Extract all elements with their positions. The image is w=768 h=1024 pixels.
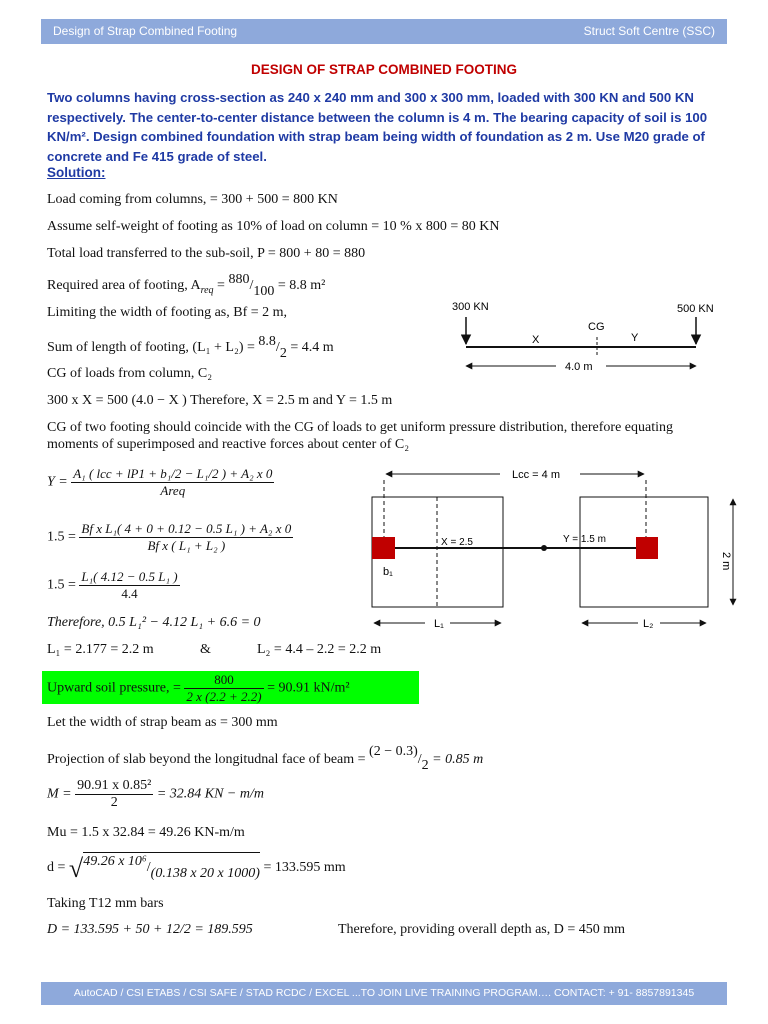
strap-line: Let the width of strap beam as = 300 mm: [47, 715, 278, 730]
upward-text: Upward soil pressure, =: [47, 680, 181, 696]
d-result: = 133.595 mm: [263, 860, 346, 875]
eq-15b-numerator: L₁( 4.12 − 0.5 L₁ ): [81, 569, 178, 584]
load-cg-point: [541, 545, 547, 551]
m-result: = 32.84 KN − m/m: [156, 786, 264, 802]
moment-equation: 300 x X = 500 (4.0 − X ) Therefore, X = 2.5 m and Y = 1.5 m: [47, 393, 393, 408]
area-line: Required area of footing, $A_{req} = 880/100 = 8.8$ m²: [47, 272, 326, 299]
d-lhs: d =: [47, 860, 66, 875]
l2-label: L₂: [643, 618, 654, 630]
m-lhs: M =: [47, 786, 72, 802]
load-line: Load coming from columns, = 300 + 500 = 800 KN: [47, 192, 338, 207]
y-denominator: Areq: [160, 483, 186, 498]
y-label: Y: [631, 332, 639, 344]
taking-bars-line: Taking T12 mm bars: [47, 896, 164, 911]
eq-15a-denominator: Bf x ( L₁ + L₂ ): [147, 538, 226, 553]
area-text: Required area of footing, A: [47, 278, 201, 293]
projection-denominator: 2: [421, 758, 429, 773]
upward-denominator: 2 x (2.2 + 2.2): [186, 689, 262, 704]
x-dist-label: X = 2.5: [441, 537, 473, 548]
width-label: 2 m: [720, 552, 732, 571]
solution-label: Solution:: [47, 165, 106, 180]
eq-15a-lhs: 1.5 =: [47, 529, 76, 545]
provide-depth-line: Therefore, providing overall depth as, D = 450 mm: [338, 922, 626, 937]
upward-numerator: 800: [184, 672, 263, 689]
page-title: DESIGN OF STRAP COMBINED FOOTING: [250, 62, 517, 77]
projection-line: Projection of slab beyond the longitudnal face of beam = (2 − 0.3)/2 = 0.85 m: [47, 744, 484, 773]
area-result: = 8.8 m²: [277, 278, 326, 293]
area-numerator: 880: [228, 272, 250, 287]
b1-label: b₁: [383, 566, 393, 578]
problem-statement: Two columns having cross-section as 240 x 240 mm and 300 x 300 mm, loaded with 300 KN and 500 KN respectively. The center-to-center distance between the column is 4 m. The bearing capacity of soil is 100 KN/m². Design combined foundation with strap beam being width of foundation as 2 m. Use M20 grade of concrete and Fe 415 grade of steel.: [47, 90, 708, 164]
sum-length-line: Sum of length of footing, (L₁ + L₂) = 8.8/2 = 4.4 m: [47, 334, 334, 361]
sum-numerator: 8.8: [258, 334, 276, 349]
y-lhs: Y =: [47, 474, 68, 490]
header-left-text: Design of Strap Combined Footing: [53, 24, 238, 38]
area-subscript: req: [200, 284, 214, 296]
d-numerator: 49.26 x 10⁶: [83, 854, 147, 869]
cg-label: CG: [588, 321, 605, 333]
coincide-text: CG of two footing should coincide with the CG of loads to get uniform pressure distribution, therefore equating moments of superimposed and reactive forces about center of C₂: [47, 420, 673, 452]
mu-line: Mu = 1.5 x 32.84 = 49.26 KN-m/m: [47, 825, 245, 840]
eq-15b-lhs: 1.5 =: [47, 577, 76, 593]
column-1: [372, 537, 395, 559]
m-numerator: 90.91 x 0.85²: [77, 778, 152, 793]
overall-depth-line: D = 133.595 + 50 + 12/2 = 189.595: [47, 922, 253, 937]
x-label: X: [532, 334, 540, 346]
eq-15a-numerator: Bf x L₁( 4 + 0 + 0.12 − 0.5 L₁ ) + A₂ x 0: [81, 521, 292, 536]
sqrt-icon: √: [68, 854, 84, 883]
l1-label: L₁: [434, 618, 444, 630]
column-2: [636, 537, 658, 559]
ampersand: &: [200, 642, 211, 657]
cg-line: CG of loads from column, C₂: [47, 366, 213, 381]
sum-result: = 4.4 m: [290, 340, 334, 355]
l1-result: L₁ = 2.177 = 2.2 m: [47, 642, 154, 657]
projection-numerator: (2 − 0.3): [369, 744, 418, 759]
page-footer: AutoCAD / CSI ETABS / CSI SAFE / STAD RCDC / EXCEL ...TO JOIN LIVE TRAINING PROGRAM…. CONTACT: + 91- 8857891345: [41, 982, 727, 1005]
d-denominator: (0.138 x 20 x 1000): [150, 866, 260, 881]
area-denominator: 100: [253, 284, 275, 299]
depth-d-line: d = √49.26 x 10⁶/(0.138 x 20 x 1000) = 133.595 mm: [47, 854, 346, 883]
eq-15b-denominator: 4.4: [121, 586, 138, 601]
lcc-label: Lcc = 4 m: [512, 469, 560, 481]
selfweight-line: Assume self-weight of footing as 10% of load on column = 10 % x 800 = 80 KN: [47, 219, 500, 234]
sum-denominator: 2: [279, 346, 287, 361]
footing-plan-diagram: [372, 469, 733, 630]
m-denominator: 2: [110, 795, 118, 810]
load1-label: 300 KN: [452, 301, 489, 313]
y-numerator: A₁ ( lcc + lP1 + b₁/2 − L₁/2 ) + A₂ x 0: [73, 466, 273, 481]
sum-text: Sum of length of footing, (L₁ + L₂) =: [47, 340, 255, 355]
load2-label: 500 KN: [677, 303, 714, 315]
projection-text: Projection of slab beyond the longitudnal face of beam =: [47, 752, 366, 767]
width-line: Limiting the width of footing as, Bf = 2 m,: [47, 305, 288, 320]
total-load-line: Total load transferred to the sub-soil, P = 800 + 80 = 880: [47, 246, 366, 261]
distance-label: 4.0 m: [565, 361, 593, 373]
load-diagram: [452, 301, 714, 373]
y-dist-label: Y = 1.5 m: [563, 534, 606, 545]
l2-result: L₂ = 4.4 – 2.2 = 2.2 m: [257, 642, 382, 657]
projection-result: = 0.85 m: [432, 752, 484, 767]
quadratic-equation: Therefore, 0.5 L₁² − 4.12 L₁ + 6.6 = 0: [47, 615, 261, 630]
upward-result: = 90.91 kN/m²: [267, 680, 350, 696]
header-right-text: Struct Soft Centre (SSC): [583, 24, 715, 38]
